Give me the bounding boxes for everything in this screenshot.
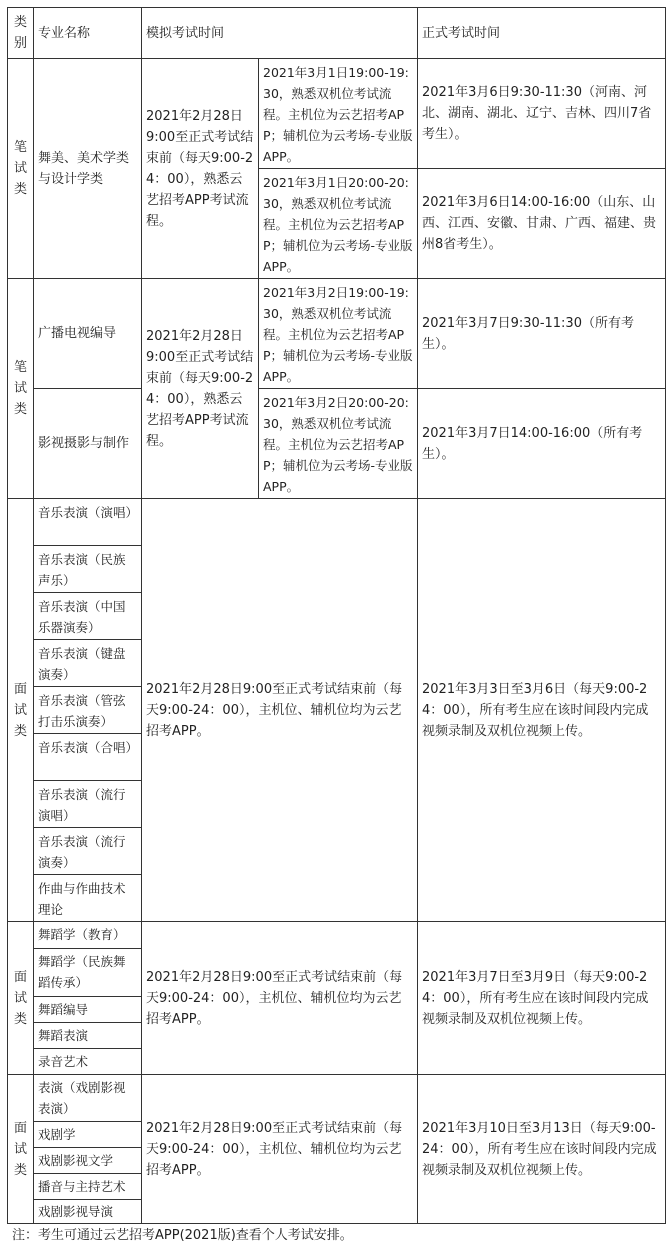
dual-camera-mock-cell: 2021年3月2日19:00-19:30，熟悉双机位考试流程。主机位为云艺招考APP；辅机位为云考场-专业版APP。: [258, 278, 418, 389]
major-cell: 音乐表演（中国乐器演奏）: [33, 592, 142, 640]
header-mock-time: 模拟考试时间: [141, 7, 418, 59]
major-cell: 广播电视编导: [33, 278, 142, 389]
footnote: 注：考生可通过云艺招考APP(2021版)查看个人考试安排。: [12, 1228, 353, 1243]
category-cell: 面试类: [7, 498, 34, 922]
major-cell: 音乐表演（民族声乐）: [33, 545, 142, 593]
formal-time-cell: 2021年3月6日14:00-16:00（山东、山西、江西、安徽、甘肃、广西、福建、贵州8省考生）。: [417, 168, 666, 279]
major-cell: 播音与主持艺术: [33, 1173, 142, 1200]
major-cell: 戏剧影视导演: [33, 1199, 142, 1224]
major-cell: 舞蹈编导: [33, 996, 142, 1023]
major-cell: 舞蹈学（民族舞蹈传承）: [33, 948, 142, 997]
category-cell: 笔试类: [7, 278, 34, 499]
formal-time-cell: 2021年3月7日9:30-11:30（所有考生）。: [417, 278, 666, 389]
major-cell: 表演（戏剧影视表演）: [33, 1074, 142, 1122]
mock-time-cell: 2021年2月28日9:00至正式考试结束前（每天9:00-24：00），熟悉云艺招考APP考试流程。: [141, 58, 259, 279]
formal-time-cell: 2021年3月3日至3月6日（每天9:00-24：00），所有考生应在该时间段内完成视频录制及双机位视频上传。: [417, 498, 666, 922]
major-cell: 音乐表演（演唱）: [33, 498, 142, 546]
header-major: 专业名称: [33, 7, 142, 59]
major-cell: 舞蹈表演: [33, 1022, 142, 1049]
dual-camera-mock-cell: 2021年3月2日20:00-20:30，熟悉双机位考试流程。主机位为云艺招考APP；辅机位为云考场-专业版APP。: [258, 388, 418, 499]
major-cell: 录音艺术: [33, 1048, 142, 1075]
formal-time-cell: 2021年3月6日9:30-11:30（河南、河北、湖南、湖北、辽宁、吉林、四川7省考生）。: [417, 58, 666, 169]
major-cell: 音乐表演（管弦打击乐演奏）: [33, 686, 142, 734]
major-cell: 音乐表演（流行演唱）: [33, 780, 142, 828]
category-cell: 面试类: [7, 1074, 34, 1224]
header-category: 类别: [7, 7, 34, 59]
category-cell: 笔试类: [7, 58, 34, 279]
major-cell: 影视摄影与制作: [33, 388, 142, 499]
mock-time-cell: 2021年2月28日9:00至正式考试结束前（每天9:00-24：00），主机位、辅机位均为云艺招考APP。: [141, 1074, 418, 1224]
major-cell: 作曲与作曲技术理论: [33, 874, 142, 922]
major-cell: 音乐表演（流行演奏）: [33, 827, 142, 875]
major-cell: 音乐表演（合唱）: [33, 733, 142, 781]
mock-time-cell: 2021年2月28日9:00至正式考试结束前（每天9:00-24：00），主机位、辅机位均为云艺招考APP。: [141, 498, 418, 922]
major-cell: 音乐表演（键盘演奏）: [33, 639, 142, 687]
dual-camera-mock-cell: 2021年3月1日19:00-19:30，熟悉双机位考试流程。主机位为云艺招考APP；辅机位为云考场-专业版APP。: [258, 58, 418, 169]
formal-time-cell: 2021年3月10日至3月13日（每天9:00-24：00），所有考生应在该时间段内完成视频录制及双机位视频上传。: [417, 1074, 666, 1224]
mock-time-cell: 2021年2月28日9:00至正式考试结束前（每天9:00-24：00），熟悉云艺招考APP考试流程。: [141, 278, 259, 499]
formal-time-cell: 2021年3月7日14:00-16:00（所有考生）。: [417, 388, 666, 499]
major-cell: 戏剧影视文学: [33, 1147, 142, 1174]
header-formal-time: 正式考试时间: [417, 7, 666, 59]
formal-time-cell: 2021年3月7日至3月9日（每天9:00-24：00），所有考生应在该时间段内完成视频录制及双机位视频上传。: [417, 921, 666, 1075]
major-cell: 舞美、美术学类与设计学类: [33, 58, 142, 279]
dual-camera-mock-cell: 2021年3月1日20:00-20:30，熟悉双机位考试流程。主机位为云艺招考APP；辅机位为云考场-专业版APP。: [258, 168, 418, 279]
category-cell: 面试类: [7, 921, 34, 1075]
major-cell: 舞蹈学（教育）: [33, 921, 142, 949]
mock-time-cell: 2021年2月28日9:00至正式考试结束前（每天9:00-24：00），主机位、辅机位均为云艺招考APP。: [141, 921, 418, 1075]
major-cell: 戏剧学: [33, 1121, 142, 1148]
